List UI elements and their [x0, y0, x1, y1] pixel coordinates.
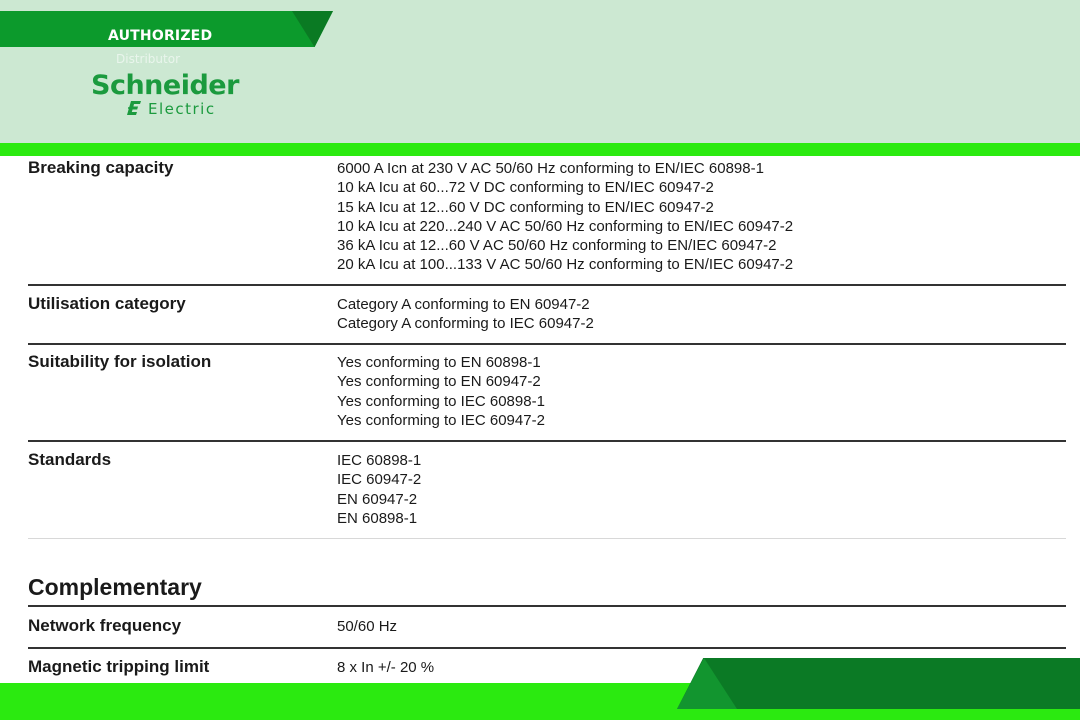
- spec-label: Suitability for isolation: [28, 352, 212, 371]
- spec-value: Yes conforming to EN 60947-2: [337, 373, 541, 391]
- spec-value: 15 kA Icu at 12...60 V DC conforming to EN/IEC 60947-2: [337, 198, 714, 216]
- spec-value: Yes conforming to IEC 60898-1: [337, 392, 545, 410]
- spec-value: 6000 A Icn at 230 V AC 50/60 Hz conforming to EN/IEC 60898-1: [337, 160, 764, 177]
- schneider-logo-icon: [125, 99, 145, 117]
- spec-values: [337, 617, 1057, 636]
- schneider-logo-name: Schneider: [91, 70, 239, 101]
- spec-value: Yes conforming to IEC 60947-2: [337, 411, 545, 429]
- spec-value: EN 60898-1: [337, 509, 418, 527]
- schneider-logo-sub: Electric: [148, 100, 216, 118]
- spec-value: EN 60947-2: [337, 490, 418, 508]
- spec-values: [337, 295, 1057, 334]
- spec-label: Breaking capacity: [28, 158, 174, 177]
- spec-value: Yes conforming to EN 60898-1: [337, 354, 541, 371]
- spec-values: [337, 451, 1057, 528]
- top-accent-bar: [0, 143, 1080, 156]
- spec-value: 10 kA Icu at 60...72 V DC conforming to EN/IEC 60947-2: [337, 179, 714, 197]
- section-title-complementary: Complementary: [28, 574, 202, 600]
- spec-values: [337, 353, 1057, 430]
- spec-value: 10 kA Icu at 220...240 V AC 50/60 Hz conforming to EN/IEC 60947-2: [337, 217, 794, 235]
- row-divider-light: [28, 538, 1066, 539]
- row-divider: [28, 647, 1066, 649]
- row-divider: [28, 284, 1066, 286]
- row-divider: [28, 440, 1066, 442]
- section-divider: [28, 605, 1066, 607]
- row-divider: [28, 343, 1066, 345]
- distributor-label: Distributor: [116, 52, 181, 66]
- spec-value: Category A conforming to EN 60947-2: [337, 296, 590, 313]
- spec-value: IEC 60898-1: [337, 452, 422, 469]
- footer-dark-band: [677, 658, 1080, 709]
- authorized-label: AUTHORIZED: [108, 28, 213, 44]
- spec-label: Network frequency: [28, 616, 182, 635]
- spec-value: 8 x In +/- 20 %: [337, 659, 435, 676]
- spec-label: Utilisation category: [28, 294, 186, 313]
- spec-label: Standards: [28, 450, 112, 469]
- spec-value: 50/60 Hz: [337, 618, 398, 635]
- spec-values: [337, 159, 1057, 275]
- spec-value: 20 kA Icu at 100...133 V AC 50/60 Hz conforming to EN/IEC 60947-2: [337, 256, 794, 274]
- spec-value: IEC 60947-2: [337, 471, 422, 489]
- spec-value: 36 kA Icu at 12...60 V AC 50/60 Hz conforming to EN/IEC 60947-2: [337, 237, 777, 255]
- spec-label: Magnetic tripping limit: [28, 657, 210, 676]
- spec-value: Category A conforming to IEC 60947-2: [337, 315, 594, 333]
